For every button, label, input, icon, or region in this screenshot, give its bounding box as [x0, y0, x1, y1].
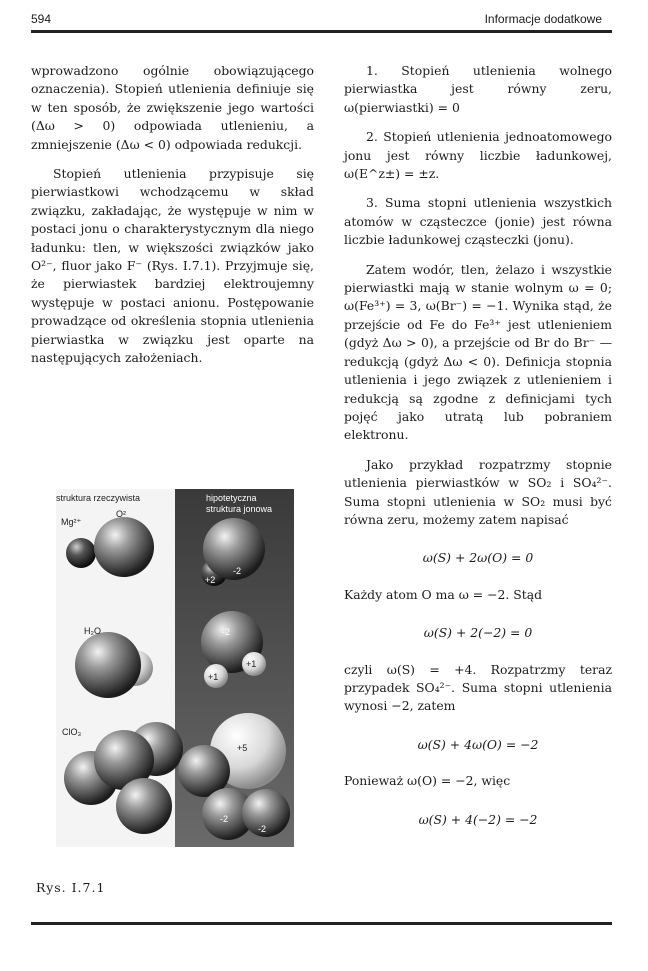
so4-intro-paragraph: czyli ω(S) = +4. Rozpatrzmy teraz przypadek SO₄²⁻. Suma stopni utlenienia wynosi −2, zatem — [344, 661, 612, 714]
examples-paragraph: Zatem wodór, tlen, żelazo i wszystkie pierwiastki mają w stanie wolnym ω = 0; ω(Fe³⁺) = 3, ω(Br⁻) = −1. Wynika stąd, że przejście od Fe do Fe³⁺ jest utlenieniem (gdyż Δω > 0), a przejście od Br do Br⁻ — redukcją (gdyż Δω < 0). Definicja stopnia utlenienia i jego związek z utlenieniem i redukcją są zgodne z definicjami tych pojęć jako utratą lub pobraniem elektronu. — [344, 261, 612, 443]
charge-o-clo3-2: -2 — [258, 824, 267, 834]
o-label: O² — [116, 509, 126, 519]
charge-mg: +2 — [205, 575, 216, 585]
equation-3: ω(S) + 4ω(O) = −2 — [417, 736, 539, 752]
charge-o-mgo: -2 — [233, 566, 242, 576]
header-rule — [31, 30, 612, 33]
right-column — [344, 62, 612, 847]
equation-4: ω(S) + 4(−2) = −2 — [418, 811, 538, 827]
clo3-o-sphere-3 — [116, 778, 172, 834]
figure-molecules — [56, 489, 294, 847]
left-column — [31, 62, 314, 368]
equation-2: ω(S) + 2(−2) = 0 — [423, 625, 533, 641]
left-paragraph-2: Stopień utlenienia przypisuje się pierwiastkowi wchodzącemu w skład związku, zakładając, że występuje w nim w postaci jonu o charakterystycznym dla niego ładunku: tlen, w większości związków jako O²⁻, fluor jako F⁻ (Rys. I.7.1). Przyjmuje się, że pierwiastek bardziej elektroujemny występuje w postaci anionu. Postępowanie prowadzące od określenia stopnia utlenienia pierwiastka w związku jest oparte na następujących założeniach. — [31, 166, 314, 366]
equation-1: ω(S) + 2ω(O) = 0 — [422, 550, 534, 566]
page-number: 594 — [31, 12, 52, 26]
figure-label-real: struktura rzeczywista — [56, 493, 141, 503]
clo3-label: ClO₃ — [62, 727, 82, 737]
rule-3: 3. Suma stopni utlenienia wszystkich atomów w cząsteczce (jonie) jest równa liczbie ładunkowej cząsteczki (jonu). — [344, 195, 612, 248]
o-ion-sphere — [94, 517, 154, 577]
charge-o-water: -2 — [222, 627, 231, 637]
water-o-sphere — [75, 632, 141, 698]
oxygen-value-line: Każdy atom O ma ω = −2. Stąd — [344, 586, 543, 602]
since-line: Ponieważ ω(O) = −2, więc — [344, 773, 511, 789]
charge-cl: +5 — [237, 743, 248, 753]
h2o-label: H₂O — [84, 626, 101, 636]
mg-ion-sphere — [66, 538, 96, 568]
rule-1: 1. Stopień utlenienia wolnego pierwiastka jest równy zeru, ω(pierwiastki) = 0 — [344, 63, 612, 115]
charge-o-clo3-1: -2 — [220, 814, 229, 824]
mg-label: Mg²⁺ — [61, 517, 82, 527]
figure-caption: Rys. I.7.1 — [36, 880, 106, 895]
footer-rule — [31, 922, 612, 925]
charge-h-1: +1 — [246, 659, 257, 669]
figure-label-ionic: hipotetyczna struktura jonowa — [206, 493, 273, 514]
rule-2: 2. Stopień utlenienia jednoatomowego jonu jest równy liczbie ładunkowej, ω(E^z±) = ±z. — [344, 129, 612, 182]
charge-h-2: +1 — [208, 672, 219, 682]
so2-intro-paragraph: Jako przykład rozpatrzmy stopnie utlenienia pierwiastków w SO₂ i SO₄²⁻. Suma stopni utlenienia w SO₂ musi być równa zeru, możemy zatem napisać — [344, 456, 612, 527]
section-title: Informacje dodatkowe — [484, 12, 602, 26]
left-paragraph-1: wprowadzono ogólnie obowiązującego oznaczenia). Stopień utlenienia definiuje się w ten sposób, że zwiększenie jego wartości (Δω > 0) odpowiada utlenieniu, a zmniejszenie (Δω < 0) odpowiada redukcji. — [31, 63, 314, 152]
figure-illustration — [56, 489, 294, 847]
